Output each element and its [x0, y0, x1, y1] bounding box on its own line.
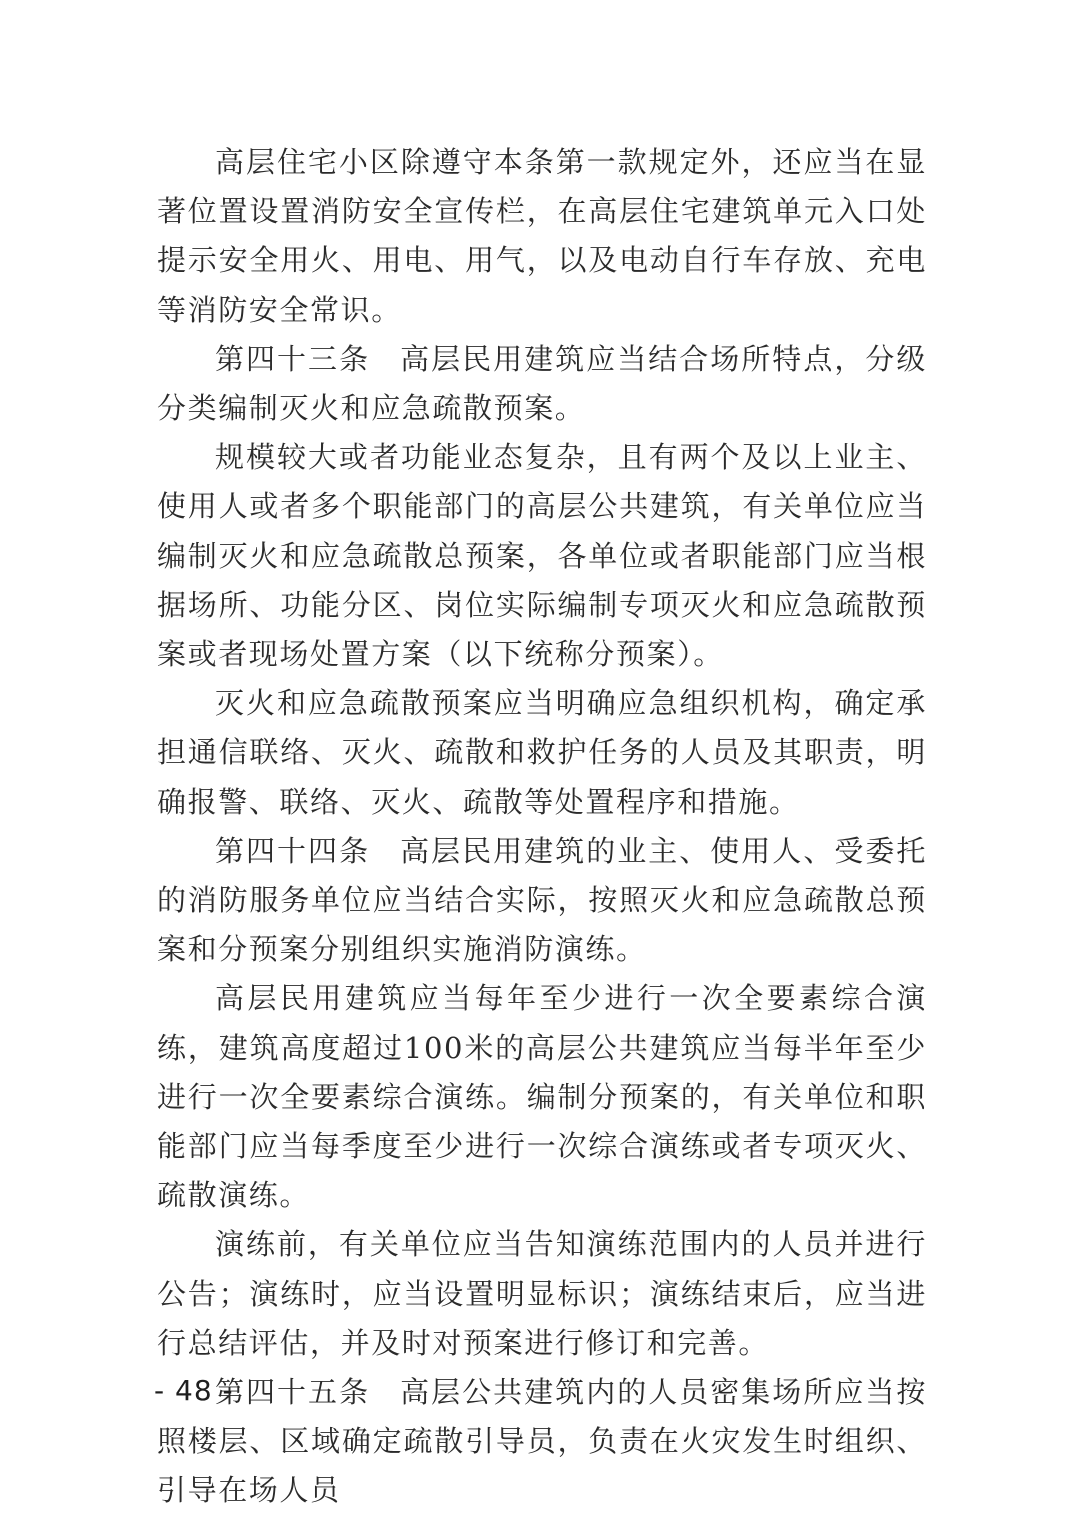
- paragraph-article-45: [157, 1368, 927, 1516]
- paragraph-article-44: [157, 827, 927, 975]
- paragraph-article-43: [157, 335, 927, 433]
- paragraph-text: 高层民用建筑的业主、使用人、受委托的消防服务单位应当结合实际，按照灭火和应急疏散总预案和分预案分别组织实施消防演练。: [157, 833, 927, 967]
- article-number: 第四十四条: [215, 833, 371, 868]
- document-body: [157, 138, 927, 1516]
- paragraph-text: 演练前，有关单位应当告知演练范围内的人员并进行公告；演练时，应当设置明显标识；演练结束后，应当进行总结评估，并及时对预案进行修订和完善。: [157, 1227, 927, 1360]
- paragraph-7: [157, 1220, 927, 1368]
- paragraph-text: 灭火和应急疏散预案应当明确应急组织机构，确定承担通信联络、灭火、疏散和救护任务的人员及其职责，明确报警、联络、灭火、疏散等处置程序和措施。: [157, 686, 927, 819]
- paragraph-text: 高层住宅小区除遵守本条第一款规定外，还应当在显著位置设置消防安全宣传栏，在高层住宅建筑单元入口处提示安全用火、用电、用气，以及电动自行车存放、充电等消防安全常识。: [157, 145, 927, 327]
- paragraph-text: 规模较大或者功能业态复杂，且有两个及以上业主、使用人或者多个职能部门的高层公共建筑，有关单位应当编制灭火和应急疏散总预案，各单位或者职能部门应当根据场所、功能分区、岗位实际编制专项灭火和应急疏散预案或者现场处置方案（以下统称分预案）。: [157, 440, 927, 672]
- article-number: 第四十三条: [215, 341, 371, 376]
- paragraph-3: [157, 433, 927, 679]
- paragraph-text: 高层公共建筑内的人员密集场所应当按照楼层、区域确定疏散引导员，负责在火灾发生时组织、引导在场人员: [157, 1375, 927, 1508]
- paragraph-6: [157, 974, 927, 1220]
- paragraph-text: 高层民用建筑应当每年至少进行一次全要素综合演练，建筑高度超过100米的高层公共建筑应当每半年至少进行一次全要素综合演练。编制分预案的，有关单位和职能部门应当每季度至少进行一次综合演练或者专项灭火、疏散演练。: [157, 981, 927, 1213]
- page-number: - 48 -: [154, 1374, 234, 1407]
- article-number: 第四十五条: [215, 1375, 371, 1410]
- paragraph-1: [157, 138, 927, 335]
- paragraph-4: [157, 679, 927, 827]
- paragraph-text: 高层民用建筑应当结合场所特点，分级分类编制灭火和应急疏散预案。: [157, 341, 927, 426]
